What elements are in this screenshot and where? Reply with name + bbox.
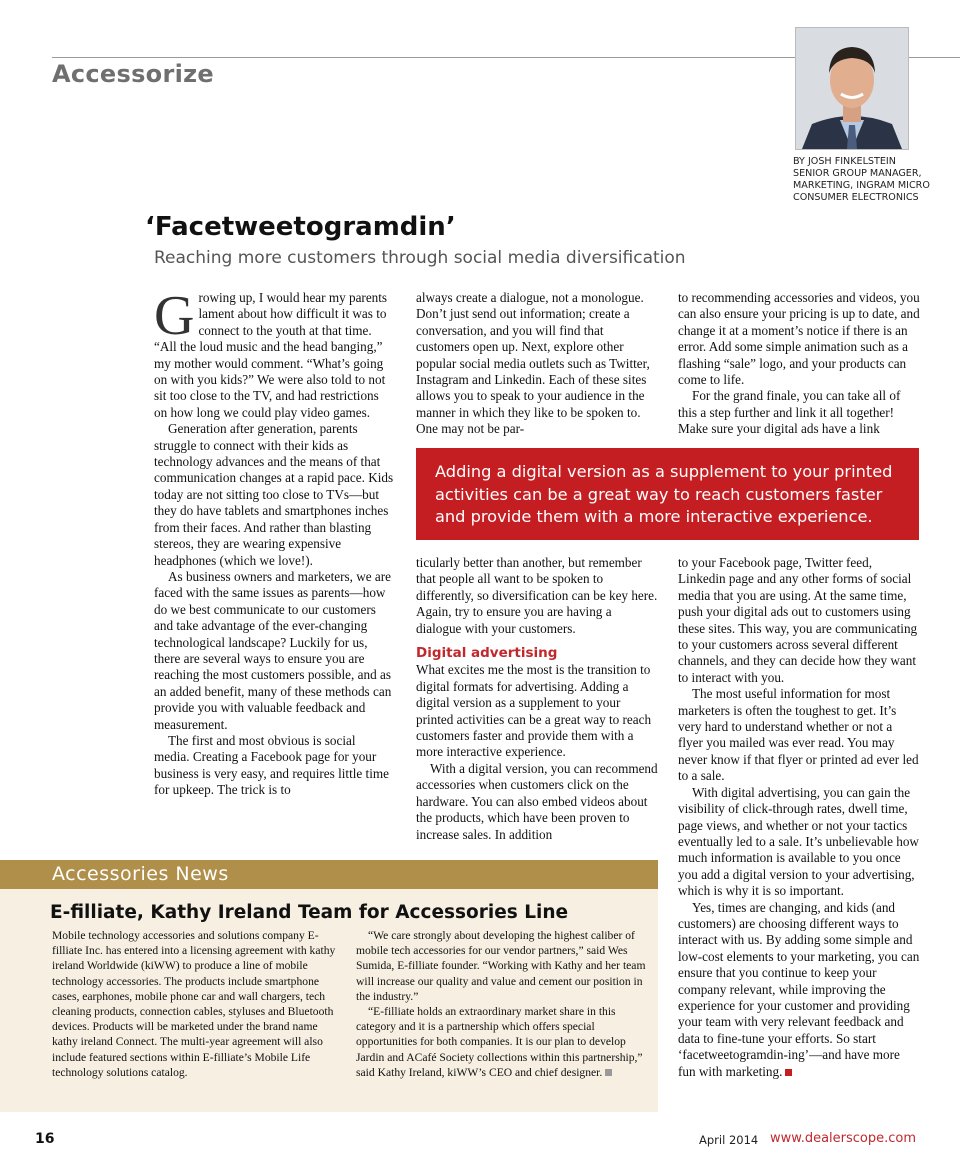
paragraph: rowing up, I would hear my parents lament about how difficult it was to connect to the youth at that time. “All the loud music and the head banging,” my mother would comment. “What’s going on with you kids?” We were also told to not sit too close to the TV, and had restrictions on how long we could play video games. xyxy=(154,290,388,420)
issue-date: April 2014 xyxy=(699,1133,759,1147)
paragraph: The most useful information for most marketers is often the toughest to get. It’s very hard to understand whether or not a flyer you mailed was ever read. You may never know if that flyer or printed ad ever led to a sale. xyxy=(678,686,919,784)
article-column-2-top xyxy=(416,290,658,438)
subhead: Digital advertising xyxy=(416,645,558,662)
byline-line: CONSUMER ELECTRONICS xyxy=(793,192,919,203)
article-title: ‘Facetweetogramdin’ xyxy=(145,212,456,242)
article-column-2-bottom xyxy=(416,555,658,843)
paragraph: Yes, times are changing, and kids (and customers) are choosing different ways to interact with us. By adding some simple and low-cost elements to your marketing, you can ensure that you continue to keep your company relevant, while improving the experience for your customer and providing your team with very relevant feedback and data to fine-tune your efforts. So start ‘facetweetogramdin-ing’—and have more fun with marketing. xyxy=(678,899,920,1079)
paragraph: “We care strongly about developing the highest caliber of mobile tech accessories for our vendor partners,” said Wes Sumida, E-filliate founder. “Working with Kathy and her team will increase our quality and value and cement our position in the industry.” xyxy=(356,929,646,1003)
paragraph: to recommending accessories and videos, you can also ensure your pricing is up to date, and change it at a moment’s notice if there is an error. Add some simple animation such as a flashing “sale” logo, and your products can come to life. xyxy=(678,290,920,388)
paragraph: always create a dialogue, not a monologue. Don’t just send out information; create a conversation, and you will find that customers open up. Next, explore other popular social media outlets such as Twitter, Instagram and Linkedin. Each of these sites allows you to speak to your audience in the manner in which they like to be spoken to. One may not be par- xyxy=(416,290,650,437)
byline xyxy=(793,156,958,204)
paragraph: Mobile technology accessories and solutions company E-filliate Inc. has entered into a licensing agreement with kathy ireland Worldwide (kiWW) to produce a line of mobile technology accessories. The products include smartphone cases, earphones, mobile phone car and wall chargers, tech cleaning products, connection cables, styluses and Bluetooth devices. Products will be marketed under the brand name kathy ireland Connect. The multi-year agreement will also include featured sections within E-filliate’s Mobile Life technology solutions catalog. xyxy=(52,929,336,1079)
paragraph: The first and most obvious is social media. Creating a Facebook page for your business is very easy, and requires little time for upkeep. The trick is to xyxy=(154,732,389,798)
paragraph: “E-filliate holds an extraordinary market share in this category and it is a partnership which offers special opportunities for both companies. It is our plan to develop Jardin and ACafé Society collections within this partnership,” said Kathy Ireland, kiWW’s CEO and chief designer. xyxy=(356,1005,643,1079)
news-section-label: Accessories News xyxy=(52,863,229,885)
news-column-2 xyxy=(356,928,648,1080)
end-mark-icon xyxy=(785,1069,792,1076)
article-column-1 xyxy=(154,285,394,799)
paragraph: For the grand finale, you can take all of this a step further and link it all together! Make sure your digital ads have a link xyxy=(678,388,901,437)
end-mark-icon xyxy=(605,1069,612,1076)
paragraph: What excites me the most is the transition to digital formats for advertising. Adding a digital version as a supplement to your printed activities can be a great way to reach customers faster and provide them with a more interactive experience. xyxy=(416,662,652,760)
author-photo xyxy=(795,27,909,150)
article-subtitle: Reaching more customers through social media diversification xyxy=(154,248,686,268)
page-number: 16 xyxy=(35,1131,55,1147)
byline-line: BY JOSH FINKELSTEIN xyxy=(793,156,896,167)
paragraph: As business owners and marketers, we are faced with the same issues as parents—how do we best communicate to our customers and take advantage of the ever-changing technological landscape? Luckily for us, there are several ways to ensure you are reaching the most customers possible, and as an added benefit, many of these methods can provide you with valuable feedback and measurement. xyxy=(154,568,392,732)
section-label: Accessorize xyxy=(52,60,214,88)
paragraph: Generation after generation, parents struggle to connect with their kids as technology advances and the means of that communication changes at a rapid pace. Kids today are not sitting too close to TVs—but they do have tablets and smartphones inches from their faces. And rather than blasting stereos, they are wearing expensive headphones (which we love!). xyxy=(154,421,394,568)
article-column-3-bottom xyxy=(678,555,920,1080)
paragraph: With digital advertising, you can gain the visibility of click-through rates, dwell time, page views, and whether or not your tactics eventually led to a sale. It’s unbelievable how much information is available to you once you add a digital version to your advertising, which is why it is so important. xyxy=(678,784,919,899)
byline-line: SENIOR GROUP MANAGER, xyxy=(793,168,922,179)
pull-quote: Adding a digital version as a supplement to your printed activities can be a great way to reach customers faster and provide them with a more interactive experience. xyxy=(416,448,919,540)
paragraph: With a digital version, you can recommend accessories when customers click on the hardware. You can also embed videos about the products, which have been proven to increase sales. In addition xyxy=(416,760,658,842)
drop-cap: G xyxy=(154,285,195,347)
news-column-1 xyxy=(52,928,342,1080)
website-link[interactable]: www.dealerscope.com xyxy=(770,1131,917,1146)
article-column-3-top xyxy=(678,290,920,438)
paragraph: to your Facebook page, Twitter feed, Linkedin page and any other forms of social media that you are using. At the same time, push your digital ads out to customers using these sites. This way, you are communicating to your customers across several different channels, and they can decide how they want to interact with you. xyxy=(678,555,918,685)
paragraph: ticularly better than another, but remember that people all want to be spoken to differently, so diversification can be key here. Again, try to ensure you are having a dialogue with your customers. xyxy=(416,555,658,636)
byline-line: MARKETING, INGRAM MICRO xyxy=(793,180,930,191)
news-headline: E-filliate, Kathy Ireland Team for Accessories Line xyxy=(50,902,569,923)
